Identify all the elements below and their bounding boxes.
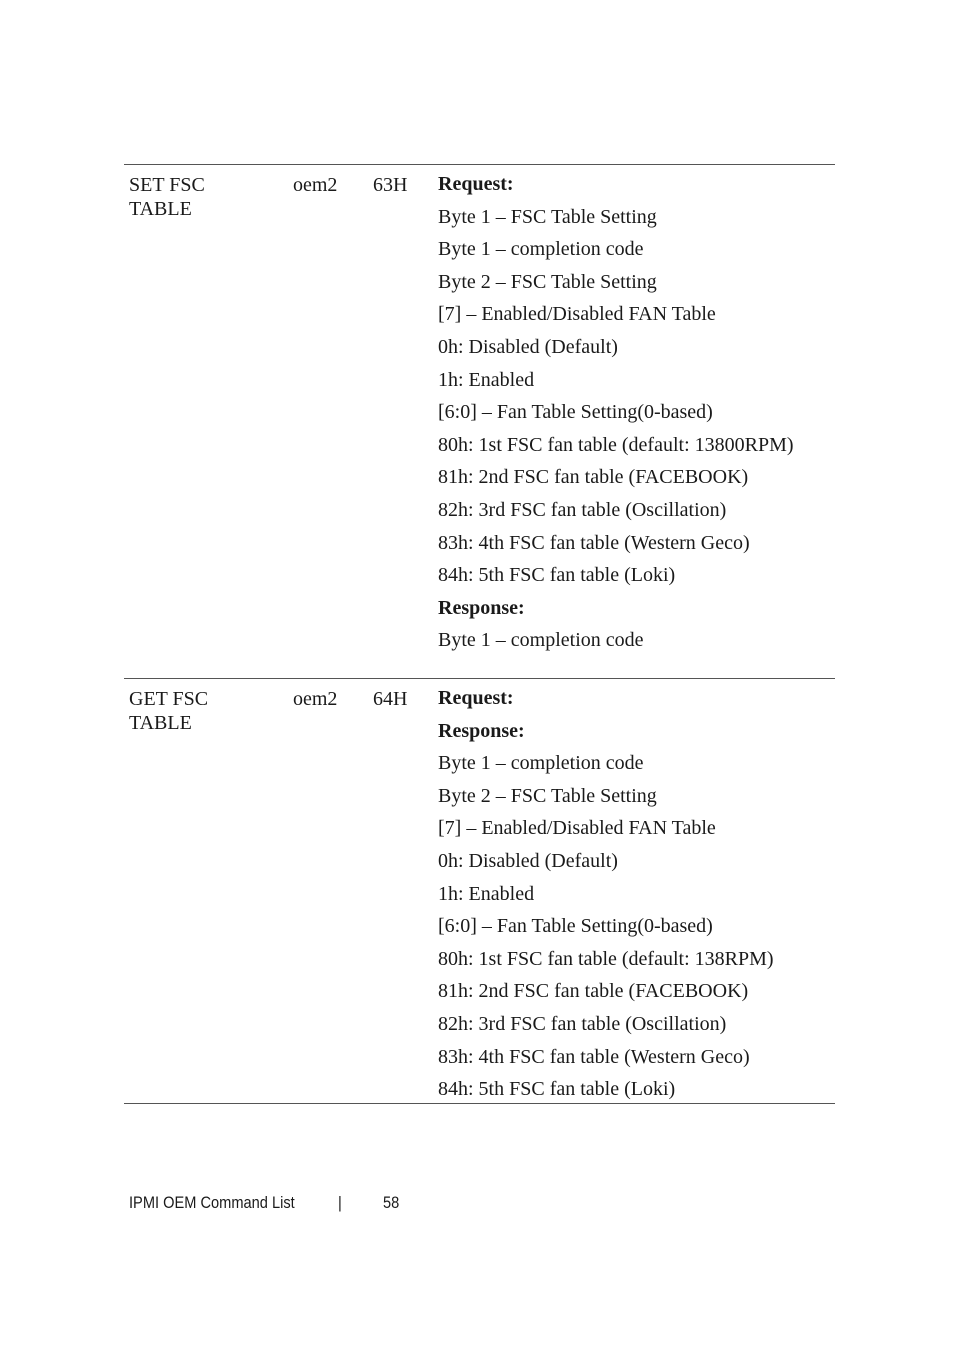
description-line: 83h: 4th FSC fan table (Western Geco) [438, 1045, 750, 1068]
description-line: Byte 2 – FSC Table Setting [438, 270, 657, 293]
command-name: GET FSC TABLE [129, 688, 209, 734]
netfn-cell: oem2 [293, 688, 338, 710]
table-row-set-fsc-table [124, 165, 835, 679]
description-cell [438, 687, 833, 1111]
description-line: Response: [438, 719, 525, 742]
description-line: 84h: 5th FSC fan table (Loki) [438, 1078, 676, 1101]
description-line: [7] – Enabled/Disabled FAN Table [438, 817, 716, 840]
description-line: 82h: 3rd FSC fan table (Oscillation) [438, 498, 727, 521]
description-line: [6:0] – Fan Table Setting(0-based) [438, 401, 713, 424]
footer-title: IPMI OEM Command List [129, 1193, 295, 1212]
description-line: 82h: 3rd FSC fan table (Oscillation) [438, 1012, 727, 1035]
description-line: Byte 2 – FSC Table Setting [438, 784, 657, 807]
description-line: 84h: 5th FSC fan table (Loki) [438, 564, 676, 587]
description-line: Byte 1 – FSC Table Setting [438, 205, 657, 228]
description-line: Request: [438, 173, 514, 195]
description-line: 0h: Disabled (Default) [438, 849, 618, 872]
description-line: Byte 1 – completion code [438, 629, 644, 652]
description-line: 1h: Enabled [438, 882, 535, 905]
description-line: 81h: 2nd FSC fan table (FACEBOOK) [438, 466, 749, 489]
description-line: 0h: Disabled (Default) [438, 335, 618, 358]
description-line: Byte 1 – completion code [438, 238, 644, 261]
description-line: Request: [438, 687, 514, 709]
netfn-cell: oem2 [293, 174, 338, 196]
page-number: 58 [383, 1193, 400, 1212]
description-line: Response: [438, 596, 525, 619]
command-table [124, 164, 835, 1104]
table-row-get-fsc-table [124, 679, 835, 1104]
description-line: 83h: 4th FSC fan table (Western Geco) [438, 531, 750, 554]
command-name: SET FSC TABLE [129, 174, 205, 220]
description-line: [7] – Enabled/Disabled FAN Table [438, 303, 716, 326]
description-line: 81h: 2nd FSC fan table (FACEBOOK) [438, 980, 749, 1003]
description-line: 1h: Enabled [438, 368, 535, 391]
description-line: 80h: 1st FSC fan table (default: 13800RPM) [438, 433, 794, 456]
description-line: [6:0] – Fan Table Setting(0-based) [438, 915, 713, 938]
description-line: Byte 1 – completion code [438, 752, 644, 775]
description-line: 80h: 1st FSC fan table (default: 138RPM) [438, 947, 774, 970]
command-code: 64H [373, 688, 408, 710]
footer-separator: | [338, 1193, 342, 1212]
command-code: 63H [373, 174, 408, 196]
description-cell [438, 173, 833, 662]
